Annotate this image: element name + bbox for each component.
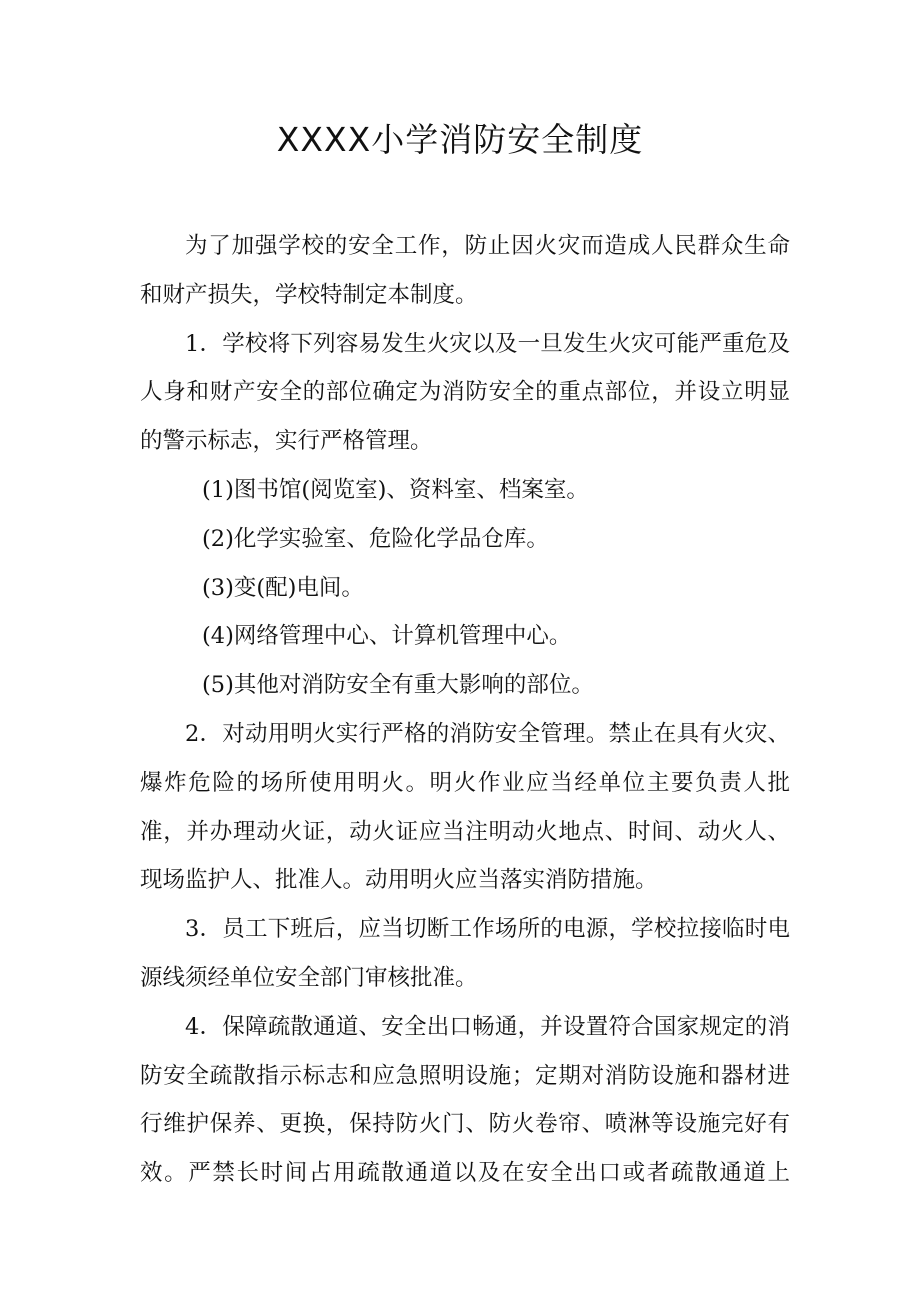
- list-item: (1)图书馆(阅览室)、资料室、档案室。: [202, 476, 589, 503]
- clause-4-paragraph: 4．保障疏散通道、安全出口畅通，并设置符合国家规定的消防安全疏散指示标志和应急照明设施；定期对消防设施和器材进行维护保养、更换，保持防火门、防火卷帘、喷淋等设施完好有效。严禁长时间占用疏散通道以及在安全出口或者疏散通道上: [140, 1013, 790, 1187]
- list-item: (2)化学实验室、危险化学品仓库。: [202, 525, 549, 552]
- intro-paragraph: 为了加强学校的安全工作，防止因火灾而造成人民群众生命和财产损失，学校特制定本制度。: [140, 233, 790, 308]
- document-body: [140, 222, 790, 1198]
- document-title: XXXX小学消防安全制度: [276, 120, 644, 159]
- list-item: (5)其他对消防安全有重大影响的部位。: [202, 672, 594, 699]
- list-item: (4)网络管理中心、计算机管理中心。: [202, 623, 572, 650]
- clause-3-paragraph: 3．员工下班后，应当切断工作场所的电源，学校拉接临时电源线须经单位安全部门审核批准。: [140, 916, 790, 991]
- list-item: (3)变(配)电间。: [202, 574, 364, 601]
- clause-1-paragraph: 1．学校将下列容易发生火灾以及一旦发生火灾可能严重危及人身和财产安全的部位确定为消防安全的重点部位，并设立明显的警示标志，实行严格管理。: [140, 330, 790, 455]
- clause-2-paragraph: 2．对动用明火实行严格的消防安全管理。禁止在具有火灾、爆炸危险的场所使用明火。明火作业应当经单位主要负责人批准，并办理动火证，动火证应当注明动火地点、时间、动火人、现场监护人、批准人。动用明火应当落实消防措施。: [140, 720, 790, 894]
